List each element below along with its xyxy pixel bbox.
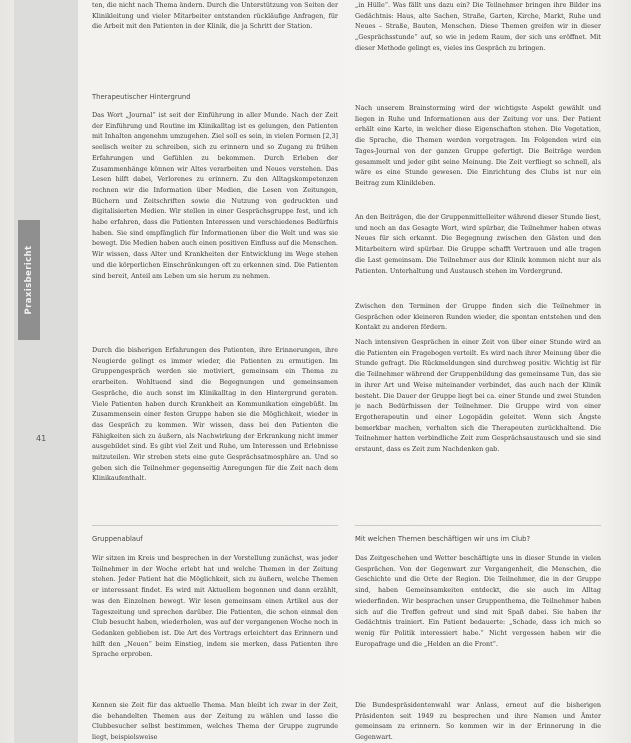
- paragraph: Wir sitzen im Kreis und besprechen in der Vorstellung zunächst, was jeder Teilnehmer in der Woche erlebt hat und welche Themen in der Zeitung stehen. Jeder Patient hat die Möglichkeit, sich zu äußern, welche Themen er interessant findet. Es wird mit Aktuellem begonnen und dann erzählt, was den Einzelnen bewegt. Wir lesen gemeinsam einen Artikel aus der Tageszeitung und sprechen darüber. Die Patienten, die schon einmal den Club besucht haben, wiederholen, was auf der vergangenen Woche noch in Gedanken geblieben ist. Die Art des Vortrags erleichtert das Erinnern und hilft den „Neuen“ beim Einstieg, indem sie merken, dass Patienten ihre Sprache erproben.: [92, 554, 338, 659]
- left-section1-p1: [92, 110, 338, 340]
- paragraph: Nach intensiven Gesprächen in einer Zeit von über einer Stunde wird an die Patienten ein Fragebogen verteilt. Es wird nach ihrer Meinung über die Stunde gefragt. Die Rückmeldungen sind durchweg positiv. Wichtig ist für die Teilnehmer während der Gruppenbildung das gemeinsame Tun, das sie in ihrer Art und Weise miteinander verbindet, das auch nach der Klinik besteht. Die Dauer der Gruppe liegt bei ca. einer Stunde und zwei Stunden je nach Bedürfnissen der Teilnehmer. Die Gruppe wird von einer Ergotherapeutin und einer Logopädin geleitet. Wenn sich Ängste bemerkbar machen, verhalten sich die Therapeuten zurückhaltend. Die Teilnehmer hatten verbindliche Zeit zum Gesprächsaustausch und sie sind erstaunt, dass es Zeit zum Nachdenken gab.: [355, 338, 601, 454]
- left-section2-p2: [92, 700, 338, 743]
- right-section1-p1: [355, 103, 601, 208]
- left-top-text: ten, die nicht nach Thema ändern. Durch die Unterstützung von Seiten der Klinikleitung und vieler Mitarbeiter entstanden rückläufige Anfragen, für die Arbeit mit den Patienten in der Klinik, die ja Schritt der Station.: [92, 1, 338, 31]
- margin-band: [14, 0, 78, 743]
- right-section1-p4: [355, 337, 601, 512]
- paragraph: Kennen sie Zeit für das aktuelle Thema. Man bleibt ich zwar in der Zeit, die behandelten Themen aus der Zeitung zu wählen und lasse die Clubbesucher selbst bestimmen, welches Thema der Gruppe zugrunde liegt, beispielsweise: [92, 701, 338, 742]
- paragraph: Das Zeitgeschehen und Wetter beschäftigte uns in dieser Stunde in vielen Gesprächen. Von der Gegenwart zur Vergangenheit, die Menschen, die Geschichte und die Orte der Region. Die Teilnehmer, die in der Gruppe sind, haben Gemeinsamkeiten entdeckt, die sie auch im Alltag wiederfinden. Wir besprachen unser Gruppenthema, die Teilnehmer haben sich auf die Treffen gefreut und sind mit Spaß dabei. Sie haben ihr Gedächtnis trainiert. Ein Patient bedauerte: „Schade, dass ich mich so wenig für Politik interessiert habe.“ Nicht vergessen haben wir die Europafrage und die „Helden an die Front“.: [355, 554, 601, 648]
- paragraph: Das Wort „Journal“ ist seit der Einführung in aller Munde. Nach der Zeit der Einführung und Routine im Klinikalltag ist es gelungen, den Patienten mit Inhalten angenehm umzugehen. Ziel soll es sein, in vielen Formen [2,3] seelisch weiter zu schreiben, sich zu erinnern und so Zugang zu frühen Erfahrungen und Gefühlen zu bekommen. Durch Erleben der Zusammenhänge können wir Altes verarbeiten und Neues verstehen. Das Lesen hilft dabei, Verlorenes zu erinnern. Zu den Alltagskompetenzen rechnen wir die Information über Medien, die Lesen von Zeitungen, Büchern und Zeitschriften sowie die Nutzung von gedruckten und digitalisierten Medien. Wir stellen in einer Gesprächsgruppe fest, und ich habe erfahren, dass die Patienten Interessen und verschiedenes Bedürfnis haben. Sie sind empfänglich für Informationen über die Welt und was sie bewegt. Die Medien haben auch einen positiven Einfluss auf die Menschen. Wir wissen, dass Alter und Krankheiten der Entwicklung im Wege stehen und die körperlichen Einschränkungen oft zu erkennen sind. Die Patienten sind bereit, Anteil am Leben um sie herum zu nehmen.: [92, 111, 338, 280]
- page-number: 41: [36, 434, 47, 443]
- paragraph: Nach unserem Brainstorming wird der wichtigste Aspekt gewählt und liegen in Ruhe und Informationen aus der Zeitung vor uns. Der Patient erhält eine Karte, in welcher diese Eigenschaften stehen. Die Vegetation, die Sprache, die Themen werden vorgetragen. Im Folgenden wird ein Tages-Journal von der ganzen Gruppe gefertigt. Die Beiträge werden gesammelt und jeder gibt seine Meinung. Die Zeit verfliegt so schnell, als wäre es eine Stunde gewesen. Die Einrichtung des Clubs ist nur ein Beitrag zum Klinikleben.: [355, 104, 601, 187]
- right-section1-p3: [355, 301, 601, 333]
- right-top-paragraph: [355, 0, 601, 75]
- heading-themen: Mit welchen Themen beschäftigen wir uns im Club?: [355, 535, 531, 543]
- paragraph: An den Beiträgen, die der Gruppenmittelleiter während dieser Stunde liest, und noch an das Gesagte Wort, wird spürbar, die Teilnehmer haben etwas Neues für sich erkannt. Die Begegnung zwischen den Gästen und den Mitarbeitern wird spürbar. Die Gruppe schafft Vertrauen und alle tragen die Last gemeinsam. Die Teilnehmer aus der Klinik kommen nicht nur als Patienten. Unterhaltung und Austausch stehen im Vordergrund.: [355, 213, 601, 275]
- heading-gruppenablauf: Gruppenablauf: [92, 535, 143, 543]
- section-tab-label: Praxisbericht: [24, 245, 34, 315]
- left-top-paragraph: [92, 0, 338, 45]
- right-section2-p1: [355, 553, 601, 693]
- right-section2-p2: [355, 700, 601, 743]
- divider: [355, 525, 601, 526]
- left-section2-p1: [92, 553, 338, 693]
- paragraph: Durch die bisherigen Erfahrungen des Patienten, ihre Erinnerungen, ihre Neugierde gelingt es immer wieder, die Patienten zu ermutigen. Im Gruppengespräch werden sie motiviert, gemeinsam ein Thema zu erarbeiten. Wohltuend sind die Begegnungen und gemeinsamen Gespräche, die auch sonst im Klinikalltag in den Hintergrund geraten. Viele Patienten haben durch Krankheit an Kommunikation eingebüßt. Im Zusammensein einer festen Gruppe haben sie die Möglichkeit, wieder in das Gespräch zu kommen. Wir wissen, dass bei den Patienten die Fähigkeiten sich zu äußern, als Nachwirkung der Erkrankung nicht immer ausgebildet sind. Es gibt viel Zeit und Ruhe, um Interessen und Erlebnisse mitzuteilen. Wir streben stets eine gute Gesprächsatmosphäre an. Und so geben sich die Teilnehmer gegenseitig Anregungen für die Zeit nach dem Klinikaufenthalt.: [92, 346, 338, 483]
- right-top-text: „in Hülle“. Was fällt uns dazu ein? Die Teilnehmer bringen ihre Bilder ins Gedächtnis: Haus, alte Sachen, Straße, Garten, Kirche, Markt, Ruhe und Neues – Straße, Bauten, Menschen. Diese Themen greifen wir in dieser „Gesprächsstunde“ auf, so wie in jedem Raum, der sich uns eröffnet. Mit dieser Methode gelingt es, vieles ins Gespräch zu bringen.: [355, 1, 601, 52]
- heading-therapeutischer-hintergrund: Therapeutischer Hintergrund: [92, 93, 191, 101]
- divider: [92, 525, 338, 526]
- right-section1-p2: [355, 212, 601, 297]
- paragraph: Die Bundespräsidentenwahl war Anlass, erneut auf die bisherigen Präsidenten seit 1949 zu besprechen und ihre Namen und Ämter gemeinsam zu erinnern. So kommen wir in der Erinnerung in die Gegenwart.: [355, 701, 601, 742]
- left-section1-p2: [92, 345, 338, 515]
- section-tab: [18, 220, 40, 340]
- paragraph: Zwischen den Terminen der Gruppe finden sich die Teilnehmer in Gesprächen oder kleineren Runden wieder, die spontan entstehen und den Kontakt zu anderen fördern.: [355, 302, 601, 332]
